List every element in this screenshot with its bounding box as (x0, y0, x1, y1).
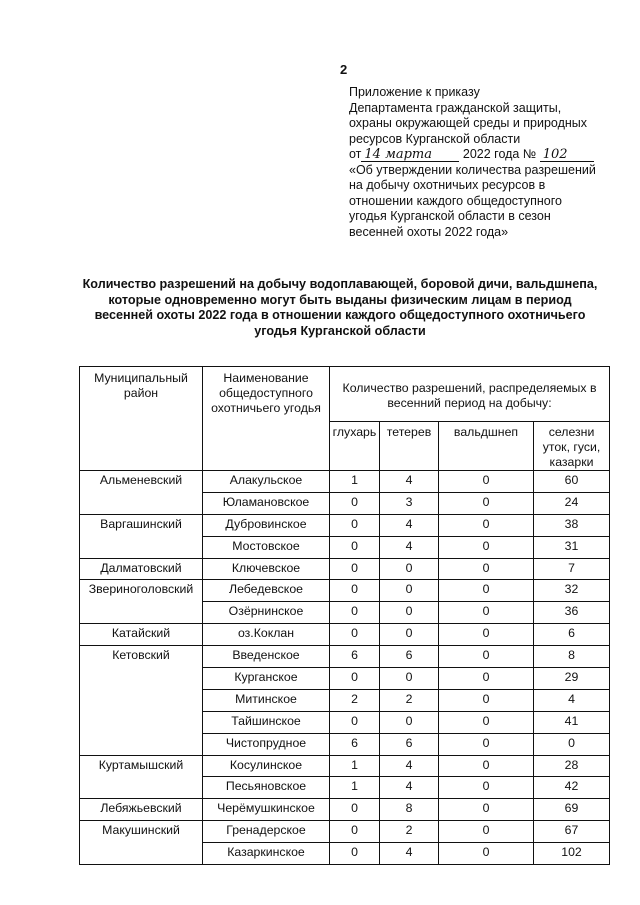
table-row (80, 646, 610, 668)
value-cell: 2 (380, 821, 439, 843)
table-row (80, 514, 610, 536)
handwritten-number: 102 (540, 148, 594, 162)
ground-cell: оз.Коклан (203, 624, 330, 646)
value-cell: 4 (534, 689, 610, 711)
ground-cell: Озёрнинское (203, 602, 330, 624)
value-cell: 6 (380, 646, 439, 668)
value-cell: 0 (330, 558, 380, 580)
value-cell: 0 (439, 689, 534, 711)
subject-line: весенней охоты 2022 года» (349, 224, 509, 239)
table-row (80, 558, 610, 580)
table-body (80, 471, 610, 865)
ground-cell: Черёмушкинское (203, 799, 330, 821)
value-cell: 31 (534, 536, 610, 558)
value-cell: 4 (380, 471, 439, 493)
value-cell: 6 (330, 733, 380, 755)
value-cell: 0 (380, 580, 439, 602)
handwritten-date: 14 марта (361, 148, 459, 162)
subject-line: угодья Курганской области в сезон (349, 209, 551, 223)
ground-cell: Песьяновское (203, 777, 330, 799)
value-cell: 6 (380, 733, 439, 755)
title-line: которые одновременно могут быть выданы физическим лицам в период (108, 292, 572, 307)
value-cell: 0 (330, 580, 380, 602)
district-cell: Далматовский (80, 558, 203, 580)
district-cell: Звериноголовский (80, 580, 203, 624)
district-cell: Катайский (80, 624, 203, 646)
ground-cell: Введенское (203, 646, 330, 668)
appendix-date-line (349, 147, 619, 163)
ground-cell: Юламановское (203, 492, 330, 514)
district-cell: Варгашинский (80, 514, 203, 558)
value-cell: 0 (439, 602, 534, 624)
value-cell: 0 (330, 843, 380, 865)
header-capercaillie: глухарь (330, 422, 380, 471)
value-cell: 28 (534, 755, 610, 777)
value-cell: 0 (439, 799, 534, 821)
appendix-line: Приложение к приказу (349, 85, 480, 99)
ground-cell: Гренадерское (203, 821, 330, 843)
ground-cell: Дубровинское (203, 514, 330, 536)
value-cell: 0 (439, 755, 534, 777)
value-cell: 7 (534, 558, 610, 580)
ground-cell: Казаркинское (203, 843, 330, 865)
table-row (80, 755, 610, 777)
ground-cell: Алакульское (203, 471, 330, 493)
value-cell: 0 (439, 514, 534, 536)
value-cell: 0 (380, 668, 439, 690)
subject-line: «Об утверждении количества разрешений (349, 162, 596, 177)
value-cell: 4 (380, 755, 439, 777)
value-cell: 29 (534, 668, 610, 690)
table-row (80, 580, 610, 602)
table-row (80, 624, 610, 646)
ground-cell: Косулинское (203, 755, 330, 777)
value-cell: 36 (534, 602, 610, 624)
value-cell: 69 (534, 799, 610, 821)
value-cell: 0 (330, 799, 380, 821)
ground-cell: Лебедевское (203, 580, 330, 602)
header-district: Муниципальный район (80, 367, 203, 471)
value-cell: 102 (534, 843, 610, 865)
value-cell: 0 (380, 711, 439, 733)
value-cell: 0 (330, 668, 380, 690)
header-black-grouse: тетерев (380, 422, 439, 471)
value-cell: 4 (380, 843, 439, 865)
value-cell: 0 (439, 492, 534, 514)
district-cell: Макушинский (80, 821, 203, 865)
value-cell: 0 (534, 733, 610, 755)
date-suffix: 2022 года № (462, 147, 537, 161)
value-cell: 0 (439, 668, 534, 690)
value-cell: 0 (439, 843, 534, 865)
ground-cell: Митинское (203, 689, 330, 711)
title-line: угодья Курганской области (254, 323, 426, 338)
permits-table (79, 366, 610, 865)
table-row (80, 799, 610, 821)
value-cell: 41 (534, 711, 610, 733)
document-title (70, 277, 610, 339)
table-row (80, 821, 610, 843)
value-cell: 0 (380, 602, 439, 624)
ground-cell: Курганское (203, 668, 330, 690)
title-line: Количество разрешений на добычу водоплавающей, боровой дичи, вальдшнепа, (82, 277, 598, 291)
table-row (80, 471, 610, 493)
value-cell: 0 (439, 624, 534, 646)
title-line: весенней охоты 2022 года в отношении каждого общедоступного охотничьего (94, 308, 586, 322)
header-group: Количество разрешений, распределяемых в весенний период на добычу: (330, 367, 610, 422)
value-cell: 0 (439, 646, 534, 668)
value-cell: 0 (330, 602, 380, 624)
value-cell: 32 (534, 580, 610, 602)
value-cell: 0 (439, 580, 534, 602)
value-cell: 0 (439, 821, 534, 843)
value-cell: 1 (330, 777, 380, 799)
value-cell: 1 (330, 755, 380, 777)
district-cell: Альменевский (80, 471, 203, 515)
value-cell: 8 (380, 799, 439, 821)
value-cell: 0 (330, 514, 380, 536)
value-cell: 6 (534, 624, 610, 646)
date-prefix: от (349, 147, 362, 161)
header-woodcock: вальдшнеп (439, 422, 534, 471)
value-cell: 42 (534, 777, 610, 799)
value-cell: 0 (439, 558, 534, 580)
value-cell: 3 (380, 492, 439, 514)
value-cell: 0 (330, 821, 380, 843)
value-cell: 0 (439, 777, 534, 799)
district-cell: Куртамышский (80, 755, 203, 799)
value-cell: 0 (330, 624, 380, 646)
value-cell: 8 (534, 646, 610, 668)
appendix-block (349, 85, 619, 240)
appendix-line: Департамента гражданской защиты, (349, 100, 562, 115)
value-cell: 1 (330, 471, 380, 493)
ground-cell: Чистопрудное (203, 733, 330, 755)
value-cell: 0 (380, 624, 439, 646)
subject-line: отношении каждого общедоступного (349, 193, 562, 208)
ground-cell: Мостовское (203, 536, 330, 558)
value-cell: 0 (439, 733, 534, 755)
value-cell: 67 (534, 821, 610, 843)
value-cell: 4 (380, 514, 439, 536)
value-cell: 0 (380, 558, 439, 580)
appendix-line: ресурсов Курганской области (349, 131, 521, 146)
appendix-line: охраны окружающей среды и природных (349, 116, 588, 130)
ground-cell: Тайшинское (203, 711, 330, 733)
value-cell: 0 (330, 536, 380, 558)
value-cell: 0 (439, 711, 534, 733)
value-cell: 4 (380, 777, 439, 799)
value-cell: 4 (380, 536, 439, 558)
district-cell: Кетовский (80, 646, 203, 755)
ground-cell: Ключевское (203, 558, 330, 580)
value-cell: 2 (380, 689, 439, 711)
value-cell: 60 (534, 471, 610, 493)
value-cell: 0 (439, 471, 534, 493)
value-cell: 0 (330, 711, 380, 733)
header-ground: Наименование общедоступного охотничьего угодья (203, 367, 330, 471)
value-cell: 38 (534, 514, 610, 536)
district-cell: Лебяжьевский (80, 799, 203, 821)
value-cell: 24 (534, 492, 610, 514)
subject-line: на добычу охотничьих ресурсов в (349, 178, 546, 192)
value-cell: 2 (330, 689, 380, 711)
value-cell: 0 (330, 492, 380, 514)
header-waterfowl: селезни уток, гуси, казарки (534, 422, 610, 471)
page-number: 2 (340, 62, 348, 77)
value-cell: 0 (439, 536, 534, 558)
value-cell: 6 (330, 646, 380, 668)
